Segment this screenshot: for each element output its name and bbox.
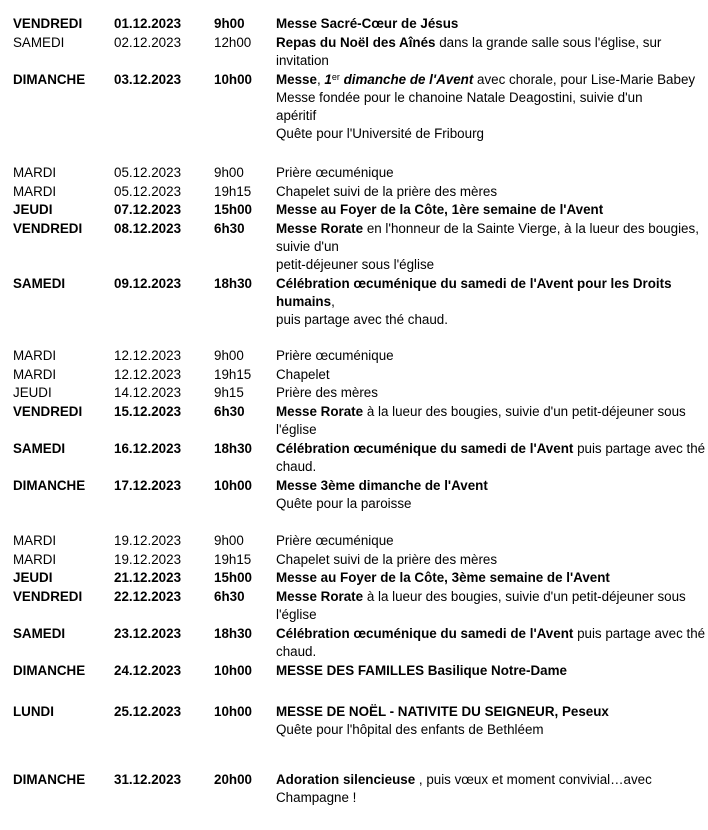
event-description bbox=[276, 183, 704, 201]
event-description bbox=[276, 569, 704, 587]
event-date: 23.12.2023 bbox=[114, 626, 182, 641]
text-segment: Messe Sacré-Cœur de Jésus bbox=[276, 16, 459, 31]
text-segment: Repas du Noël des Aînés bbox=[276, 35, 436, 50]
event-date: 02.12.2023 bbox=[114, 35, 182, 50]
text-segment: Prière œcuménique bbox=[276, 165, 394, 180]
description-line bbox=[276, 662, 704, 680]
description-line bbox=[276, 366, 704, 384]
description-line bbox=[276, 15, 704, 33]
event-time: 9h00 bbox=[214, 533, 244, 548]
description-line bbox=[276, 220, 704, 238]
event-date: 07.12.2023 bbox=[114, 202, 182, 217]
text-segment: Quête pour l'hôpital des enfants de Bethléem bbox=[276, 722, 544, 737]
event-day: MARDI bbox=[13, 367, 57, 382]
event-date: 08.12.2023 bbox=[114, 221, 182, 236]
text-segment: MESSE DES FAMILLES Basilique Notre-Dame bbox=[276, 663, 567, 678]
event-time: 18h30 bbox=[214, 276, 252, 291]
event-time: 6h30 bbox=[214, 221, 245, 236]
description-line bbox=[276, 403, 704, 421]
event-date: 12.12.2023 bbox=[114, 367, 182, 382]
event-time: 9h00 bbox=[214, 165, 244, 180]
description-line bbox=[276, 588, 704, 606]
description-line bbox=[276, 384, 704, 402]
description-line bbox=[276, 201, 704, 219]
event-date: 19.12.2023 bbox=[114, 533, 182, 548]
description-line bbox=[276, 311, 704, 329]
event-day: VENDREDI bbox=[13, 16, 83, 31]
event-date: 01.12.2023 bbox=[114, 16, 182, 31]
text-segment: Prière œcuménique bbox=[276, 348, 394, 363]
description-line bbox=[276, 238, 704, 256]
event-time: 12h00 bbox=[214, 35, 252, 50]
text-segment: suivie d'un bbox=[276, 239, 339, 254]
description-line bbox=[276, 421, 704, 439]
text-segment: chaud. bbox=[276, 644, 317, 659]
description-line bbox=[276, 293, 704, 311]
event-day: DIMANCHE bbox=[13, 72, 86, 87]
event-description bbox=[276, 34, 704, 70]
text-segment: puis partage avec thé chaud. bbox=[276, 312, 448, 327]
event-time: 19h15 bbox=[214, 184, 252, 199]
event-time: 10h00 bbox=[214, 704, 252, 719]
event-date: 22.12.2023 bbox=[114, 589, 182, 604]
text-segment: Adoration silencieuse bbox=[276, 772, 416, 787]
text-segment: l'église bbox=[276, 422, 317, 437]
event-day: SAMEDI bbox=[13, 441, 66, 456]
text-segment: dans la grande salle sous l'église, sur bbox=[435, 35, 662, 50]
description-line bbox=[276, 256, 704, 274]
text-segment: humains bbox=[276, 294, 332, 309]
event-description bbox=[276, 625, 704, 661]
text-segment: er bbox=[331, 72, 340, 82]
text-segment: Messe Rorate bbox=[276, 404, 364, 419]
event-day: VENDREDI bbox=[13, 221, 83, 236]
text-segment: Chapelet bbox=[276, 367, 330, 382]
event-description bbox=[276, 551, 704, 569]
event-day: JEUDI bbox=[13, 385, 52, 400]
event-time: 15h00 bbox=[214, 202, 252, 217]
text-segment: petit-déjeuner sous l'église bbox=[276, 257, 435, 272]
description-line bbox=[276, 721, 704, 739]
event-time: 9h15 bbox=[214, 385, 244, 400]
event-day: MARDI bbox=[13, 348, 57, 363]
event-time: 18h30 bbox=[214, 626, 252, 641]
description-line bbox=[276, 477, 704, 495]
text-segment: Messe au Foyer de la Côte, 3ème semaine de l'Avent bbox=[276, 570, 610, 585]
event-description bbox=[276, 703, 704, 739]
text-segment: Quête pour la paroisse bbox=[276, 496, 412, 511]
text-segment: MESSE DE NOËL - NATIVITE DU SEIGNEUR, Peseux bbox=[276, 704, 609, 719]
text-segment: Prière des mères bbox=[276, 385, 378, 400]
text-segment: Célébration œcuménique du samedi de l'Avent pour les Droits bbox=[276, 276, 672, 291]
description-line bbox=[276, 34, 704, 52]
text-segment: à la lueur des bougies, suivie d'un petit-déjeuner sous bbox=[363, 589, 686, 604]
event-description bbox=[276, 71, 704, 143]
text-segment: Messe bbox=[276, 72, 317, 87]
description-line bbox=[276, 71, 704, 89]
event-time: 19h15 bbox=[214, 367, 252, 382]
event-date: 12.12.2023 bbox=[114, 348, 182, 363]
event-day: MARDI bbox=[13, 552, 57, 567]
text-segment: Prière œcuménique bbox=[276, 533, 394, 548]
event-day: MARDI bbox=[13, 184, 57, 199]
event-time: 6h30 bbox=[214, 589, 245, 604]
event-date: 05.12.2023 bbox=[114, 165, 182, 180]
text-segment: Célébration œcuménique du samedi de l'Avent bbox=[276, 626, 574, 641]
text-segment: Chapelet suivi de la prière des mères bbox=[276, 184, 498, 199]
event-description bbox=[276, 403, 704, 439]
description-line bbox=[276, 703, 704, 721]
event-description bbox=[276, 477, 704, 513]
event-time: 10h00 bbox=[214, 478, 252, 493]
event-description bbox=[276, 384, 704, 402]
description-line bbox=[276, 643, 704, 661]
event-time: 15h00 bbox=[214, 570, 252, 585]
event-date: 15.12.2023 bbox=[114, 404, 182, 419]
event-date: 31.12.2023 bbox=[114, 772, 182, 787]
event-description bbox=[276, 347, 704, 365]
description-line bbox=[276, 107, 704, 125]
description-line bbox=[276, 125, 704, 143]
description-line bbox=[276, 495, 704, 513]
event-day: SAMEDI bbox=[13, 276, 66, 291]
description-line bbox=[276, 347, 704, 365]
text-segment: apéritif bbox=[276, 108, 317, 123]
event-day: DIMANCHE bbox=[13, 663, 86, 678]
text-segment: , bbox=[316, 72, 325, 87]
description-line bbox=[276, 551, 704, 569]
event-time: 19h15 bbox=[214, 552, 252, 567]
description-line bbox=[276, 458, 704, 476]
description-line bbox=[276, 440, 704, 458]
event-day: DIMANCHE bbox=[13, 478, 86, 493]
text-segment: à la lueur des bougies, suivie d'un petit-déjeuner sous bbox=[363, 404, 686, 419]
description-line bbox=[276, 569, 704, 587]
event-time: 6h30 bbox=[214, 404, 245, 419]
event-day: VENDREDI bbox=[13, 404, 83, 419]
text-segment: avec chorale, pour Lise-Marie Babey bbox=[473, 72, 696, 87]
event-description bbox=[276, 15, 704, 33]
text-segment: Messe 3ème dimanche de l'Avent bbox=[276, 478, 488, 493]
event-description bbox=[276, 275, 704, 329]
description-line bbox=[276, 275, 704, 293]
event-description bbox=[276, 588, 704, 624]
event-date: 05.12.2023 bbox=[114, 184, 182, 199]
event-date: 16.12.2023 bbox=[114, 441, 182, 456]
text-segment: 1 bbox=[324, 72, 332, 87]
event-date: 25.12.2023 bbox=[114, 704, 182, 719]
text-segment: Messe fondée pour le chanoine Natale Deagostini, suivie d'un bbox=[276, 90, 643, 105]
description-line bbox=[276, 52, 704, 70]
description-line bbox=[276, 183, 704, 201]
description-line bbox=[276, 625, 704, 643]
text-segment: Quête pour l'Université de Fribourg bbox=[276, 126, 484, 141]
event-description bbox=[276, 366, 704, 384]
description-line bbox=[276, 789, 704, 807]
event-description bbox=[276, 164, 704, 182]
event-day: LUNDI bbox=[13, 704, 54, 719]
text-segment: l'église bbox=[276, 607, 317, 622]
description-line bbox=[276, 771, 704, 789]
event-description bbox=[276, 662, 704, 680]
event-day: DIMANCHE bbox=[13, 772, 86, 787]
event-day: MARDI bbox=[13, 165, 57, 180]
event-day: SAMEDI bbox=[13, 626, 66, 641]
text-segment: Chapelet suivi de la prière des mères bbox=[276, 552, 498, 567]
event-date: 03.12.2023 bbox=[114, 72, 182, 87]
text-segment: , bbox=[331, 294, 335, 309]
event-date: 21.12.2023 bbox=[114, 570, 182, 585]
description-line bbox=[276, 532, 704, 550]
event-time: 9h00 bbox=[214, 348, 244, 363]
text-segment: puis partage avec thé bbox=[573, 441, 706, 456]
text-segment: Champagne ! bbox=[276, 790, 357, 805]
event-description bbox=[276, 220, 704, 274]
event-date: 17.12.2023 bbox=[114, 478, 182, 493]
text-segment: Célébration œcuménique du samedi de l'Avent bbox=[276, 441, 574, 456]
event-description bbox=[276, 532, 704, 550]
event-time: 20h00 bbox=[214, 772, 252, 787]
description-line bbox=[276, 89, 704, 107]
description-line bbox=[276, 164, 704, 182]
event-day: VENDREDI bbox=[13, 589, 83, 604]
event-date: 24.12.2023 bbox=[114, 663, 182, 678]
event-description bbox=[276, 440, 704, 476]
event-day: JEUDI bbox=[13, 570, 53, 585]
event-description bbox=[276, 771, 704, 807]
description-line bbox=[276, 606, 704, 624]
event-date: 09.12.2023 bbox=[114, 276, 182, 291]
text-segment: Messe Rorate bbox=[276, 221, 364, 236]
text-segment: dimanche de l'Avent bbox=[339, 72, 474, 87]
event-description bbox=[276, 201, 704, 219]
text-segment: Messe au Foyer de la Côte, 1ère semaine de l'Avent bbox=[276, 202, 604, 217]
event-time: 18h30 bbox=[214, 441, 252, 456]
text-segment: puis partage avec thé bbox=[573, 626, 706, 641]
event-time: 10h00 bbox=[214, 72, 252, 87]
text-segment: chaud. bbox=[276, 459, 317, 474]
text-segment: invitation bbox=[276, 53, 329, 68]
event-time: 10h00 bbox=[214, 663, 252, 678]
text-segment: Messe Rorate bbox=[276, 589, 364, 604]
event-time: 9h00 bbox=[214, 16, 245, 31]
event-day: MARDI bbox=[13, 533, 57, 548]
text-segment: , puis vœux et moment convivial…avec bbox=[415, 772, 652, 787]
text-segment: en l'honneur de la Sainte Vierge, à la lueur des bougies, bbox=[363, 221, 699, 236]
event-day: JEUDI bbox=[13, 202, 53, 217]
event-date: 19.12.2023 bbox=[114, 552, 182, 567]
event-date: 14.12.2023 bbox=[114, 385, 182, 400]
event-day: SAMEDI bbox=[13, 35, 65, 50]
